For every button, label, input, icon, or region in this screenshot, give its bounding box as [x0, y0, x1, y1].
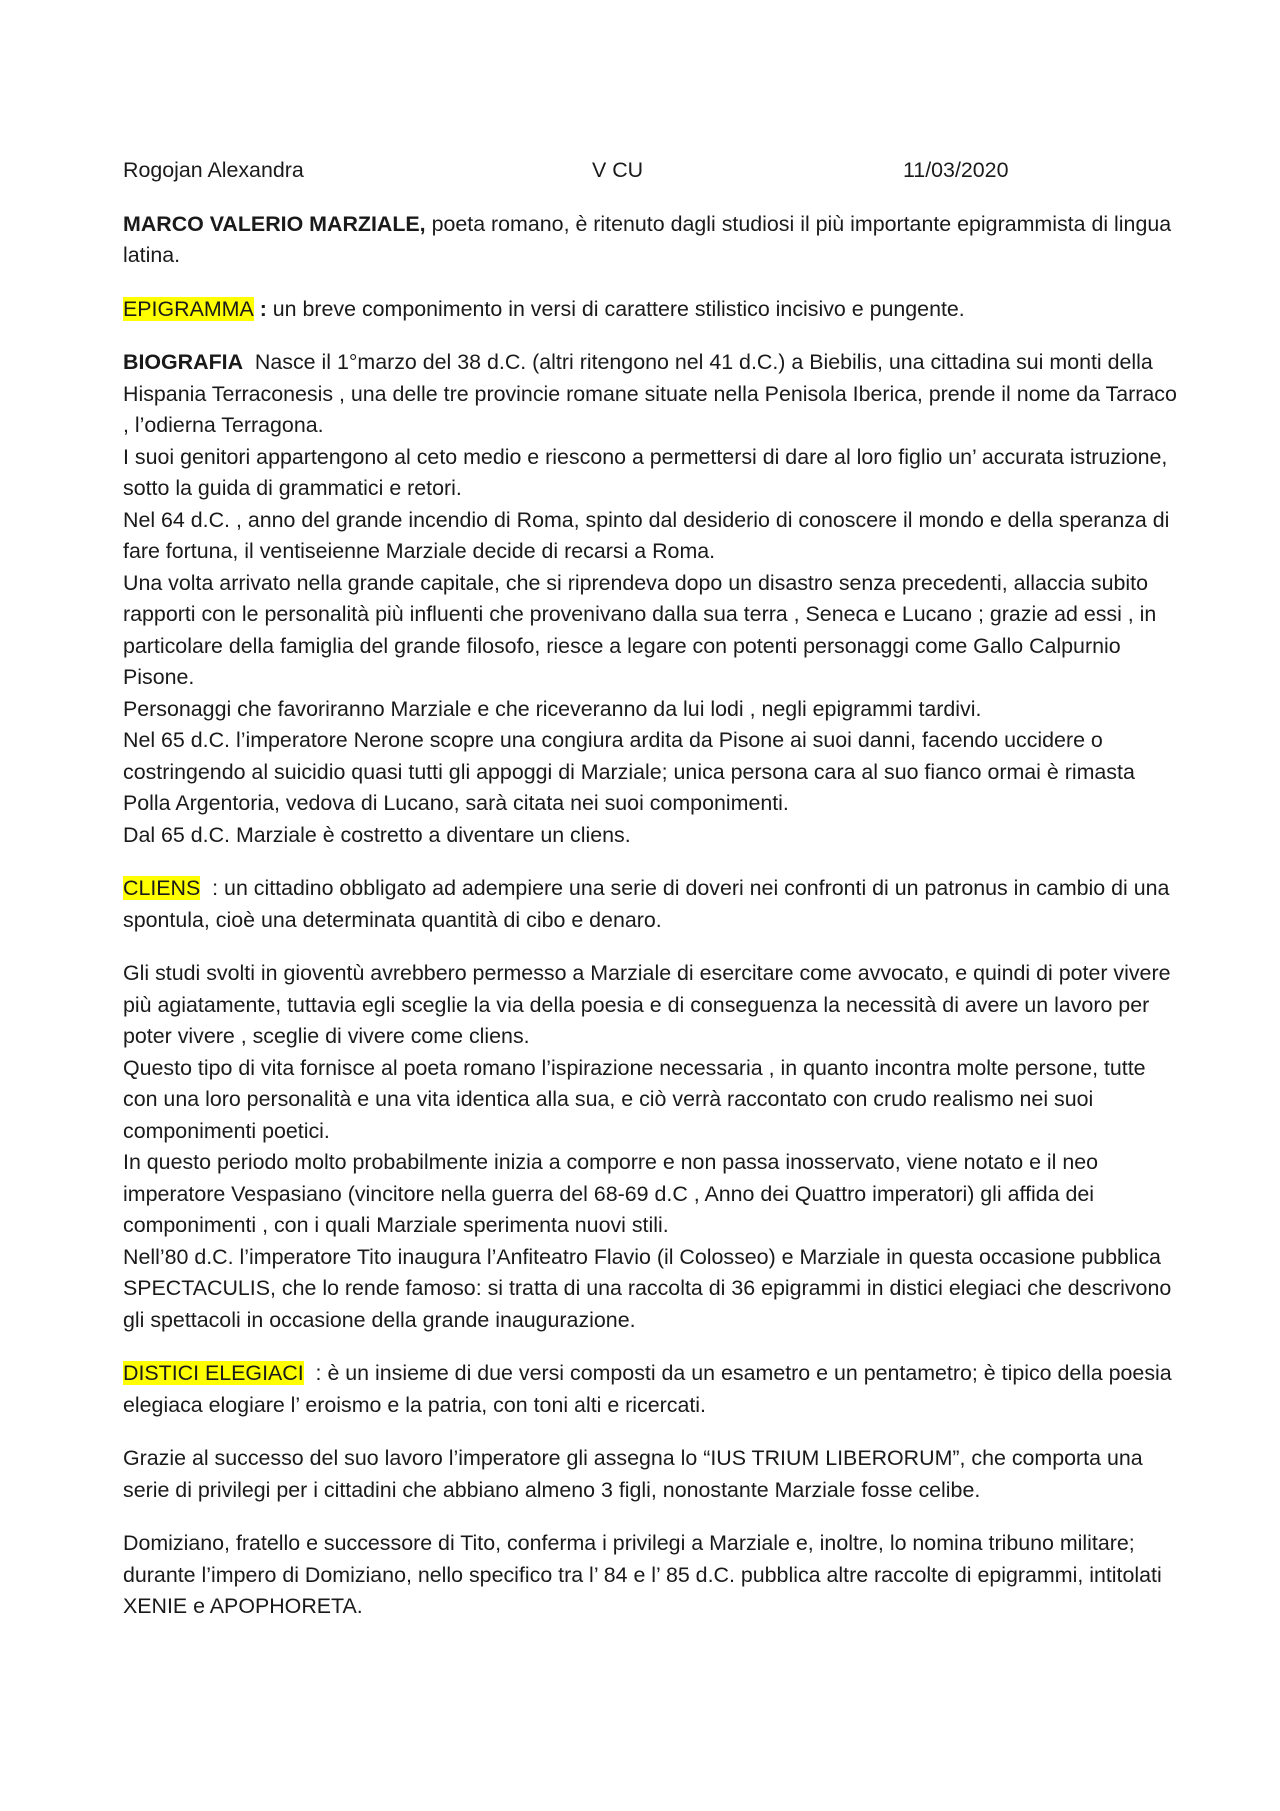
- date-label: 11/03/2020: [903, 158, 1009, 182]
- epigramma-term: EPIGRAMMA: [123, 296, 254, 321]
- cliens-term: CLIENS: [123, 876, 201, 900]
- biografia-paragraph-2: I suoi genitori appartengono al ceto medio e riescono a permettersi di dare al loro figlio un’ accurata istruzione, sotto la guida di grammatici e retori.: [123, 444, 1174, 500]
- distici-definition: [123, 1358, 1178, 1421]
- biografia-paragraph-1: [123, 347, 1183, 442]
- studi-paragraph-4: Nell’80 d.C. l’imperatore Tito inaugura l’Anfiteatro Flavio (il Colosseo) e Marziale in questa occasione pubblica SPECTACULIS, che lo rende famoso: si tratta di una raccolta di 36 epigrammi in distici elegiaci che descrivono gli spettacoli in occasione della grande inaugurazione.: [123, 1244, 1178, 1332]
- cliens-definition: [123, 873, 1178, 936]
- studi-paragraph-2: Questo tipo di vita fornisce al poeta romano l’ispirazione necessaria , in quanto incontra molte persone, tutte con una loro personalità e una vita identica alla sua, e ciò verrà raccontato con crudo realismo nei suoi componimenti poetici.: [123, 1055, 1152, 1143]
- biografia-text-1: Nasce il 1°marzo del 38 d.C. (altri ritengono nel 41 d.C.) a Biebilis, una cittadina sui monti della Hispania Terraconesis , una delle tre provincie romane situate nella Penisola Iberica, prende il nome da Tarraco , l’odierna Terragona.: [123, 350, 1183, 437]
- biografia-paragraph-3: Nel 64 d.C. , anno del grande incendio di Roma, spinto dal desiderio di conoscere il mondo e della speranza di fare fortuna, il ventiseienne Marziale decide di recarsi a Roma.: [123, 507, 1176, 563]
- document-page: [123, 155, 1183, 1645]
- domiziano-paragraph: Domiziano, fratello e successore di Tito, conferma i privilegi a Marziale e, inoltre, lo nomina tribuno militare; durante l’impero di Domiziano, nello specifico tra l’ 84 e l’ 85 d.C. pubblica altre raccolte di epigrammi, intitolati XENIE e APOPHORETA.: [123, 1531, 1168, 1618]
- intro-text: poeta romano, è ritenuto dagli studiosi il più importante epigrammista di lingua latina.: [123, 211, 1178, 267]
- biografia-paragraph-4: Una volta arrivato nella grande capitale, che si riprendeva dopo un disastro senza precedenti, allaccia subito rapporti con le personalità più influenti che provenivano dalla sua terra , Seneca e Lucano ; grazie ad essi , in particolare della famiglia del grande filosofo, riesce a legare con potenti personaggi come Gallo Calpurnio Pisone.: [123, 570, 1163, 689]
- intro-paragraph: [123, 209, 1178, 272]
- studi-paragraph-1: Gli studi svolti in gioventù avrebbero permesso a Marziale di esercitare come avvocato, e quindi di poter vivere più agiatamente, tuttavia egli sceglie la via della poesia e di conseguenza la necessità di avere un lavoro per poter vivere , sceglie di vivere come cliens.: [123, 961, 1177, 1048]
- ius-paragraph: Grazie al successo del suo lavoro l’imperatore gli assegna lo “IUS TRIUM LIBERORUM”, che comporta una serie di privilegi per i cittadini che abbiano almeno 3 figli, nonostante Marziale fosse celibe.: [123, 1446, 1149, 1502]
- biografia-paragraph-7: Dal 65 d.C. Marziale è costretto a diventare un cliens.: [123, 822, 631, 847]
- student-name: Rogojan Alexandra: [123, 158, 304, 182]
- biografia-paragraph-6: Nel 65 d.C. l’imperatore Nerone scopre una congiura ardita da Pisone ai suoi danni, facendo uccidere o costringendo al suicidio quasi tutti gli appoggi di Marziale; unica persona cara al suo fianco ormai è rimasta Polla Argentoria, vedova di Lucano, sarà citata nei suoi componimenti.: [123, 728, 1141, 815]
- epigramma-colon: :: [253, 296, 267, 321]
- distici-text: : è un insieme di due versi composti da un esametro e un pentametro; è tipico della poesia elegiaca elogiare l’ eroismo e la patria, con toni alti e ricercati.: [123, 1361, 1178, 1417]
- biografia-label: BIOGRAFIA: [123, 350, 244, 374]
- header-row: [123, 155, 1178, 187]
- epigramma-definition: [123, 294, 1178, 326]
- epigramma-text: un breve componimento in versi di carattere stilistico incisivo e pungente.: [266, 296, 965, 321]
- author-name: MARCO VALERIO MARZIALE,: [123, 211, 426, 236]
- class-label: V CU: [592, 158, 644, 182]
- cliens-text: : un cittadino obbligato ad adempiere una serie di doveri nei confronti di un patronus in cambio di una spontula, cioè una determinata quantità di cibo e denaro.: [123, 876, 1176, 932]
- distici-term: DISTICI ELEGIACI: [123, 1361, 304, 1385]
- biografia-paragraph-5: Personaggi che favoriranno Marziale e che riceveranno da lui lodi , negli epigrammi tardivi.: [123, 696, 982, 721]
- studi-paragraph-3: In questo periodo molto probabilmente inizia a comporre e non passa inosservato, viene notato e il neo imperatore Vespasiano (vincitore nella guerra del 68-69 d.C , Anno dei Quattro imperatori) gli affida dei componimenti , con i quali Marziale sperimenta nuovi stili.: [123, 1150, 1105, 1237]
